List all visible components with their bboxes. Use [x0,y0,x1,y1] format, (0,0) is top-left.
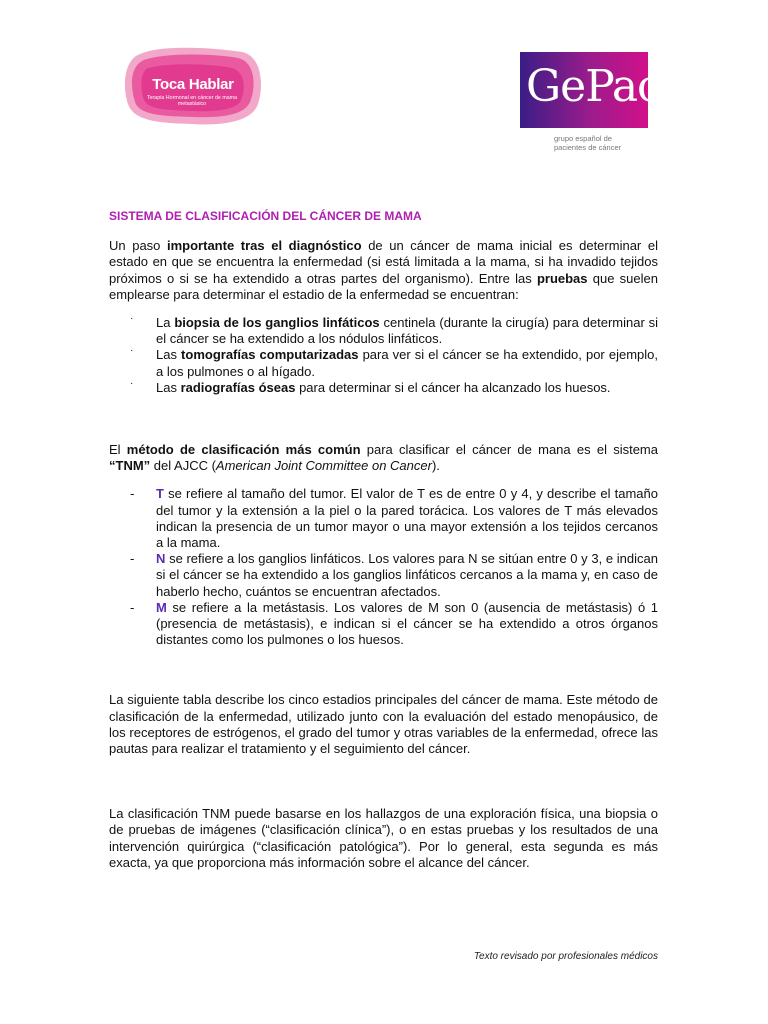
tnm-text-2: para clasificar el cáncer de mana es el sistema [360,442,658,458]
document-body [109,208,658,871]
toca-hablar-logo [122,46,264,126]
footer-note: Texto revisado por profesionales médicos [473,951,658,962]
bullet-marker: · [130,377,134,389]
list-item-text: Las [156,347,182,363]
list-item [109,315,658,347]
tests-list [109,315,658,396]
list-item [109,486,658,551]
intro-bold-2: pruebas [536,270,588,286]
tnm-letter: N [156,551,166,567]
tnm-bold-2: “TNM” [109,458,151,474]
gepac-logo-subtitle: grupo español de pacientes de cáncer [554,134,622,152]
bullet-marker: · [130,313,134,325]
table-description-paragraph: La siguiente tabla describe los cinco estadios principales del cáncer de mama. Este método de clasificación de la enfermedad, utilizado junto con la evaluación del estado menopáusico, de los receptores de estrógenos, el grado del tumor y otras variables de la enfermedad, ofrece las pautas para realizar el tratamiento y el seguimiento del cáncer. [109,692,658,757]
bullet-marker: · [130,345,134,357]
tnm-intro-paragraph [109,442,658,474]
dash-marker: - [130,486,135,502]
tnm-basis-paragraph: La clasificación TNM puede basarse en los hallazgos de una exploración física, una biopsia o de pruebas de imágenes (“clasificación clínica”), o en estas pruebas y los resultados de una intervención quirúrgica (“clasificación patológica”). Por lo general, esta segunda es más exacta, ya que proporciona más información sobre el alcance del cáncer. [109,806,658,870]
intro-text-3: que suelen emplearse para determinar el estadio de la enfermedad se encuentran: [109,270,658,302]
list-item-text: para determinar si el cáncer ha alcanzado los huesos. [295,379,611,395]
intro-text-1: Un paso [109,238,167,254]
list-item-text: La [156,315,175,331]
gepac-logo [520,52,661,152]
gepac-logo-mark: GePac [526,61,661,112]
list-item-bold: radiografías óseas [180,379,296,395]
page-title: SISTEMA DE CLASIFICACIÓN DEL CÁNCER DE MAMA [109,209,422,223]
list-item-text: para ver si el cáncer se ha extendido, por ejemplo, a los pulmones o al hígado. [156,347,658,379]
toca-hablar-subtitle: Terapia Hormonal en cáncer de mama metastásico [146,95,238,107]
list-item [109,377,658,396]
intro-paragraph [109,238,658,303]
tnm-letter: M [156,599,167,615]
tnm-text-4: ). [431,458,440,474]
tnm-bold-1: método de clasificación más común [126,442,361,458]
tnm-italic: American Joint Committee on Cancer [215,458,432,474]
tnm-text-3: del AJCC ( [150,458,216,474]
list-item [109,600,658,649]
tnm-text-1: El [109,442,127,458]
list-item [109,347,658,379]
intro-bold-1: importante tras el diagnóstico [167,238,362,254]
dash-marker: - [130,551,135,567]
list-item-text: centinela (durante la cirugía) para determinar si el cáncer se ha extendido a los nódulos linfáticos. [156,315,659,347]
tnm-list [109,486,658,648]
list-item-bold: biopsia de los ganglios linfáticos [174,315,380,331]
list-item-text: se refiere al tamaño del tumor. El valor de T es de entre 0 y 4, y describe el tamaño del tumor y la extensión a la piel o la pared torácica. Los valores de T más elevados indican la presencia de un tumor mayor o una mayor extensión a los tejidos cercanos a la mama. [156,486,658,551]
dash-marker: - [130,599,135,615]
list-item-text: se refiere a los ganglios linfáticos. Los valores para N se sitúan entre 0 y 3, e indican si el cáncer se ha extendido a los ganglios linfáticos cercanos a la mama y, en caso de haberlo hecho, cuántos se encuentran afectados. [156,551,658,599]
toca-hablar-title: Toca Hablar [152,76,234,93]
list-item [109,551,658,600]
list-item-text: Las [156,379,181,395]
list-item-text: se refiere a la metástasis. Los valores de M son 0 (ausencia de metástasis) ó 1 (presencia de metástasis), e indican si el cáncer se ha extendido a otros órganos distantes como los pulmones o los huesos. [156,599,658,648]
list-item-bold: tomografías computarizadas [181,347,359,363]
intro-text-2: de un cáncer de mama inicial es determinar el estado en que se encuentra la enfermedad (si está limitada a la mama, si ha invadido tejidos próximos o si se ha extendido a otras partes del organismo). Entre las [109,238,658,286]
tnm-letter: T [156,486,164,502]
